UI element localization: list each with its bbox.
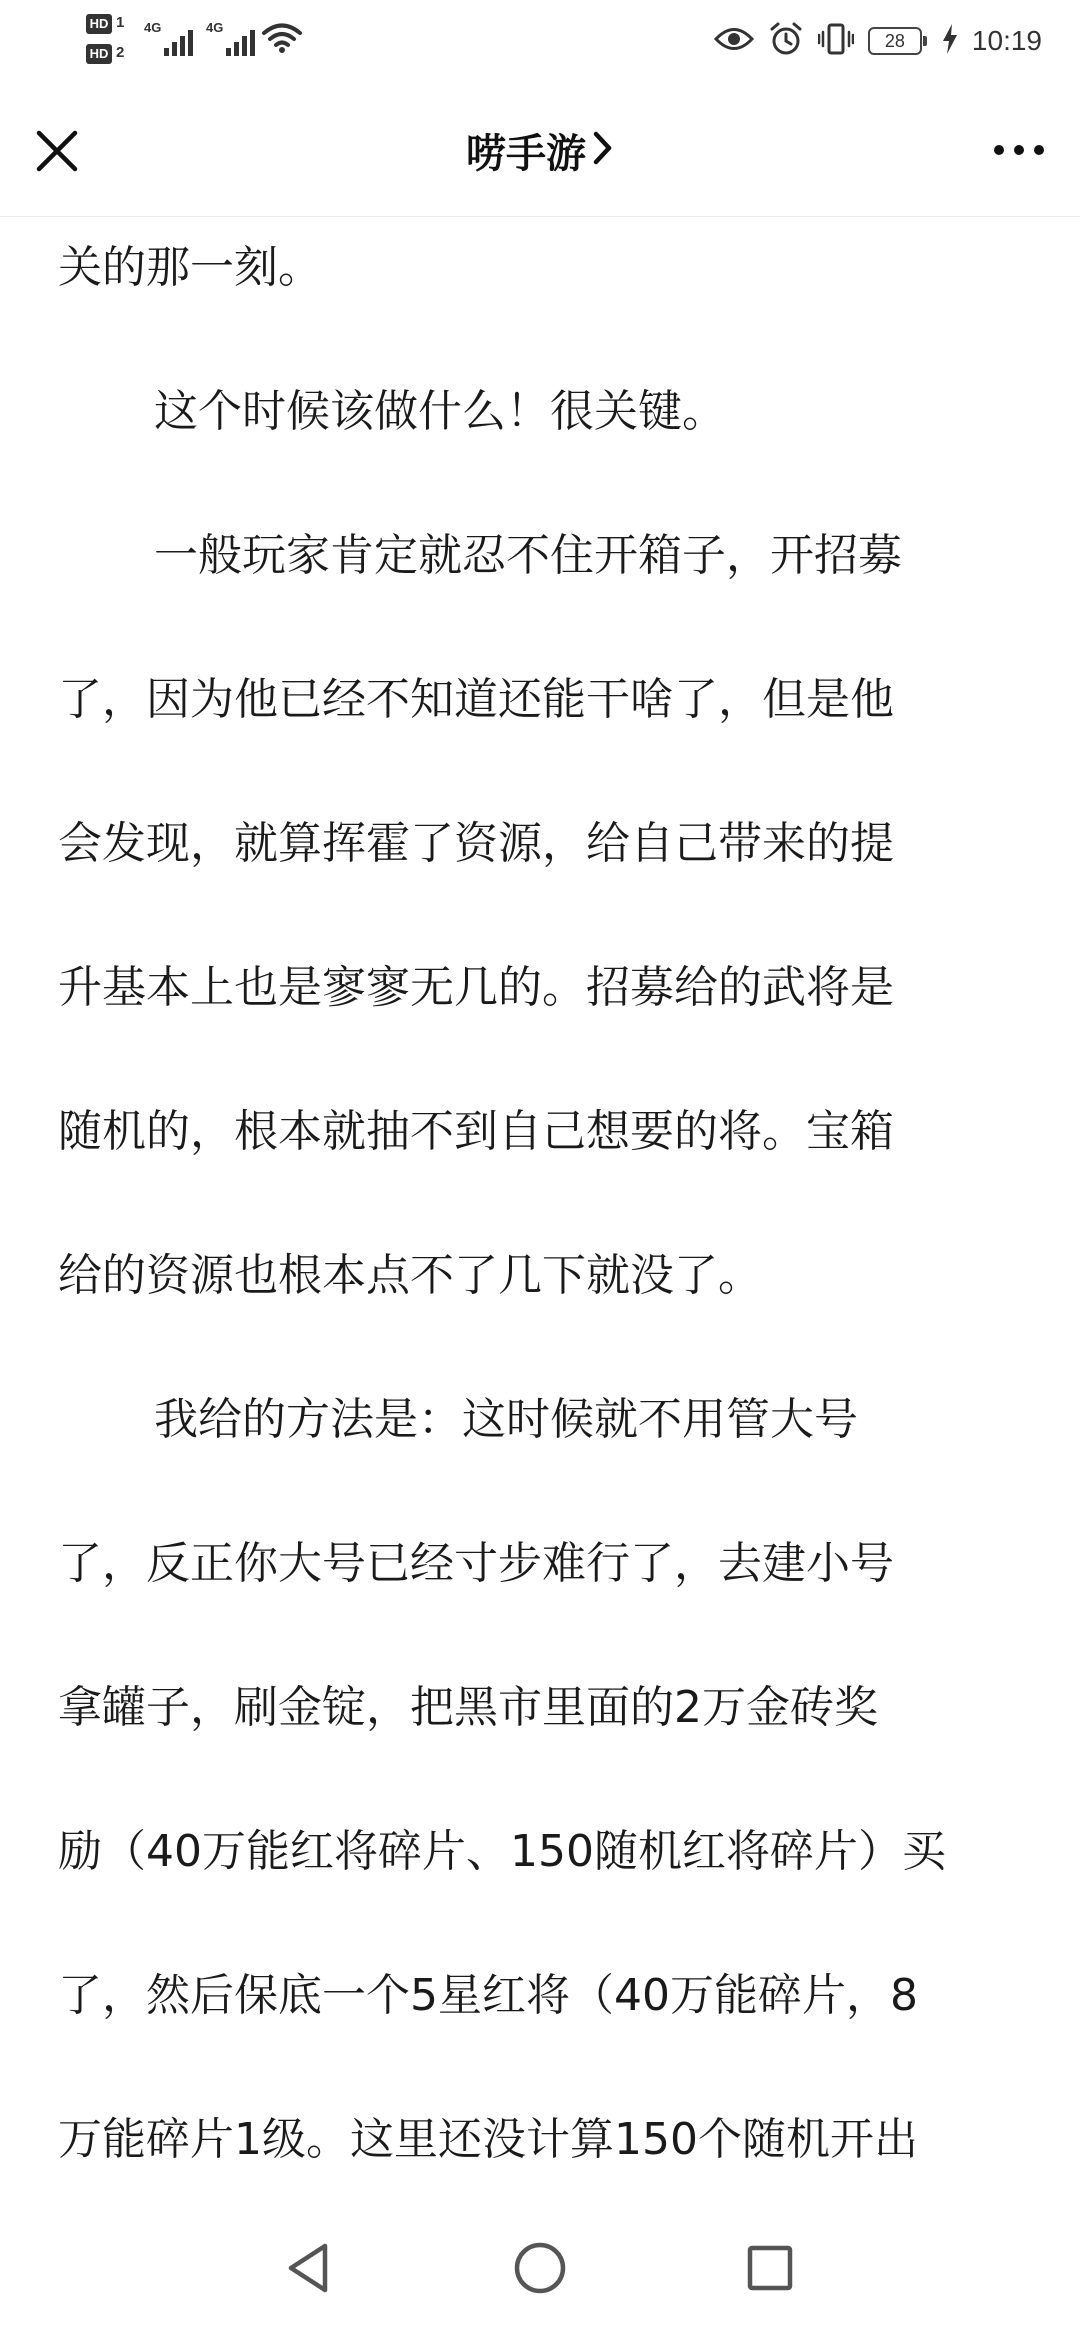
home-circle-icon [512,2240,568,2296]
network-type-1: 4G [144,20,162,35]
page-title: 唠手游 [466,130,586,177]
vibrate-icon [818,22,854,60]
article-line: 我给的方法是：这时候就不用管大号 [154,1394,858,1445]
sim2-number: 2 [116,44,125,61]
article-line: 会发现，就算挥霍了资源，给自己带来的提 [58,818,894,869]
article-line: 给的资源也根本点不了几下就没了。 [58,1250,762,1301]
recents-button[interactable] [738,2236,802,2300]
status-bar [0,0,1080,84]
article-line: 万能碎片1级。这里还没计算150个随机开出 [58,2114,918,2165]
article-line: 励（40万能红将碎片、150随机红将碎片）买 [58,1826,946,1877]
more-options-button[interactable] [984,122,1054,178]
sim1-number: 1 [116,14,125,31]
alarm-icon [768,21,804,61]
article-line: 关的那一刻。 [58,242,322,293]
article-line: 了，反正你大号已经寸步难行了，去建小号 [58,1538,894,1589]
more-dot [994,145,1004,155]
home-button[interactable] [508,2236,572,2300]
article-line: 升基本上也是寥寥无几的。招募给的武将是 [58,962,894,1013]
signal-strength-2-icon [226,26,262,56]
eye-comfort-icon [714,26,754,56]
article-line: 拿罐子，刷金锭，把黑市里面的2万金砖奖 [58,1682,878,1733]
article-line: 这个时候该做什么！很关键。 [154,386,726,437]
back-triangle-icon [283,2241,333,2295]
article-line: 了，因为他已经不知道还能干啥了，但是他 [58,674,894,725]
more-dot [1034,145,1044,155]
sim2-hd-badge: HD [86,44,112,64]
battery-indicator: 28 [868,27,922,55]
more-dot [1014,145,1024,155]
system-nav-bar [0,2196,1080,2340]
account-title-link[interactable] [0,84,1080,216]
charging-bolt-icon [942,24,958,58]
article-line: 了，然后保底一个5星红将（40万能碎片，8 [58,1970,918,2021]
signal-strength-1-icon [164,26,200,56]
article-line: 随机的，根本就抽不到自己想要的将。宝箱 [58,1106,894,1157]
article-body[interactable] [0,216,1080,2196]
status-clock: 10:19 [971,25,1042,56]
sim-indicators [86,14,286,70]
recents-square-icon [745,2243,795,2293]
chevron-right-icon [592,130,614,170]
network-type-2: 4G [206,20,224,35]
article-line: 一般玩家肯定就忍不住开箱子，开招募 [154,530,902,581]
sim1-hd-badge: HD [86,14,112,34]
status-right-cluster [714,16,1042,66]
back-button[interactable] [276,2236,340,2300]
wifi-icon [262,22,302,58]
nav-bar [0,84,1080,217]
